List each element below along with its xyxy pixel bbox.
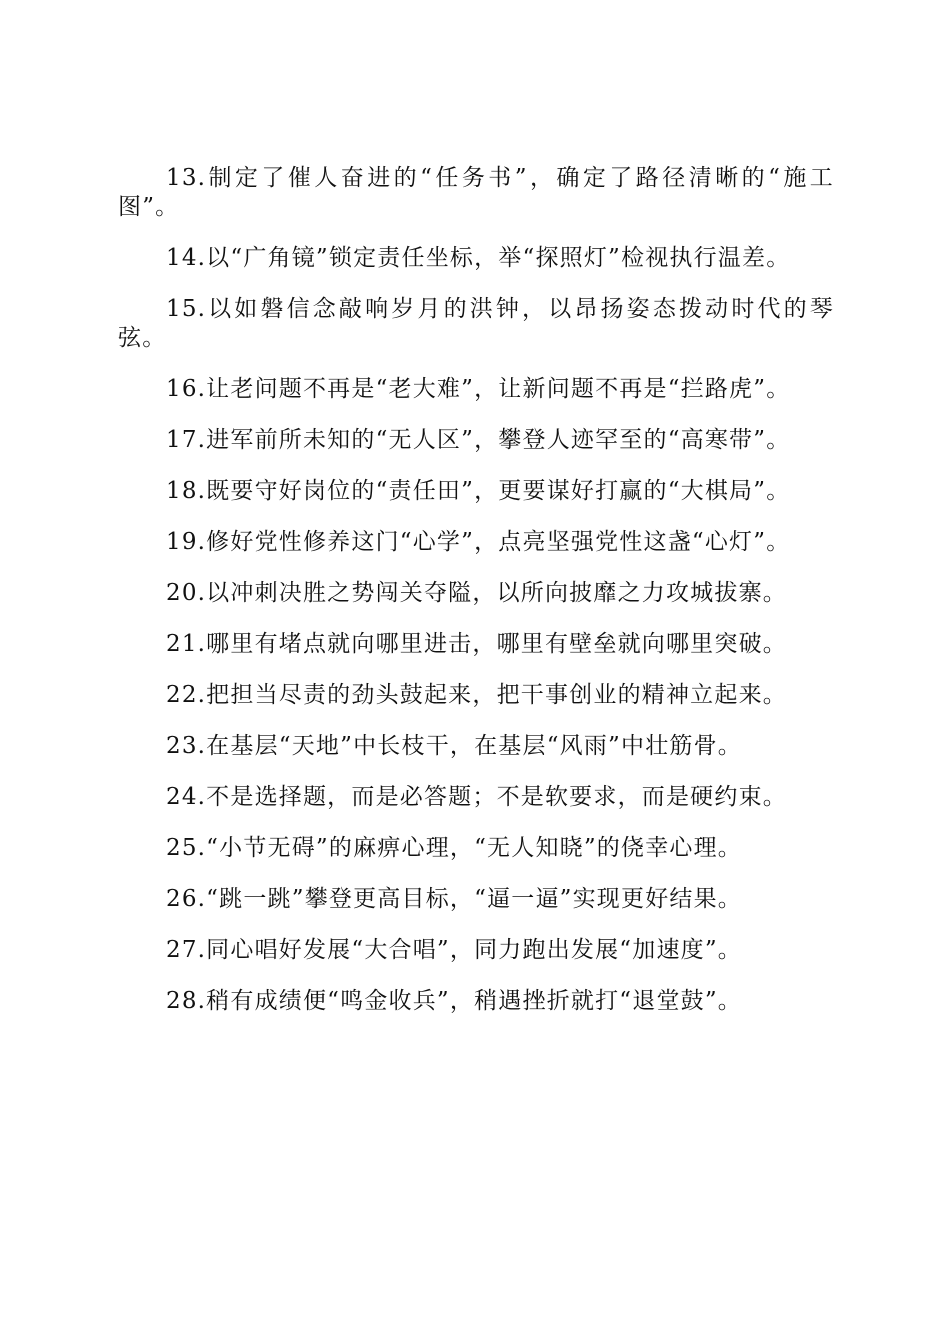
list-item-16: 16.让老问题不再是“老大难”，让新问题不再是“拦路虎”。 [166,376,791,402]
list-item-26: 26.“跳一跳”攀登更高目标，“逼一逼”实现更好结果。 [166,886,743,912]
list-item-13: 13.制定了催人奋进的“任务书”，确定了路径清晰的“施工图”。 [118,165,834,220]
list-item-21: 21.哪里有堵点就向哪里进击，哪里有壁垒就向哪里突破。 [166,631,787,657]
list-item-18: 18.既要守好岗位的“责任田”，更要谋好打赢的“大棋局”。 [166,478,791,504]
list-item-17: 17.进军前所未知的“无人区”，攀登人迹罕至的“高寒带”。 [166,427,791,453]
list-item-15: 15.以如磐信念敲响岁月的洪钟，以昂扬姿态拨动时代的琴弦。 [118,296,834,351]
list-item-22: 22.把担当尽责的劲头鼓起来，把干事创业的精神立起来。 [166,682,787,708]
list-item-23: 23.在基层“天地”中长枝干，在基层“风雨”中壮筋骨。 [166,733,743,759]
list-item-20: 20.以冲刺决胜之势闯关夺隘，以所向披靡之力攻城拔寨。 [166,580,787,606]
list-item-27: 27.同心唱好发展“大合唱”，同力跑出发展“加速度”。 [166,937,743,963]
document-body [118,164,834,1038]
list-item-28: 28.稍有成绩便“鸣金收兵”，稍遇挫折就打“退堂鼓”。 [166,988,743,1014]
list-item-24: 24.不是选择题，而是必答题；不是软要求，而是硬约束。 [166,784,787,810]
list-item-14: 14.以“广角镜”锁定责任坐标，举“探照灯”检视执行温差。 [166,245,791,271]
list-item-19: 19.修好党性修养这门“心学”，点亮坚强党性这盏“心灯”。 [166,529,791,555]
list-item-25: 25.“小节无碍”的麻痹心理，“无人知晓”的侥幸心理。 [166,835,743,861]
